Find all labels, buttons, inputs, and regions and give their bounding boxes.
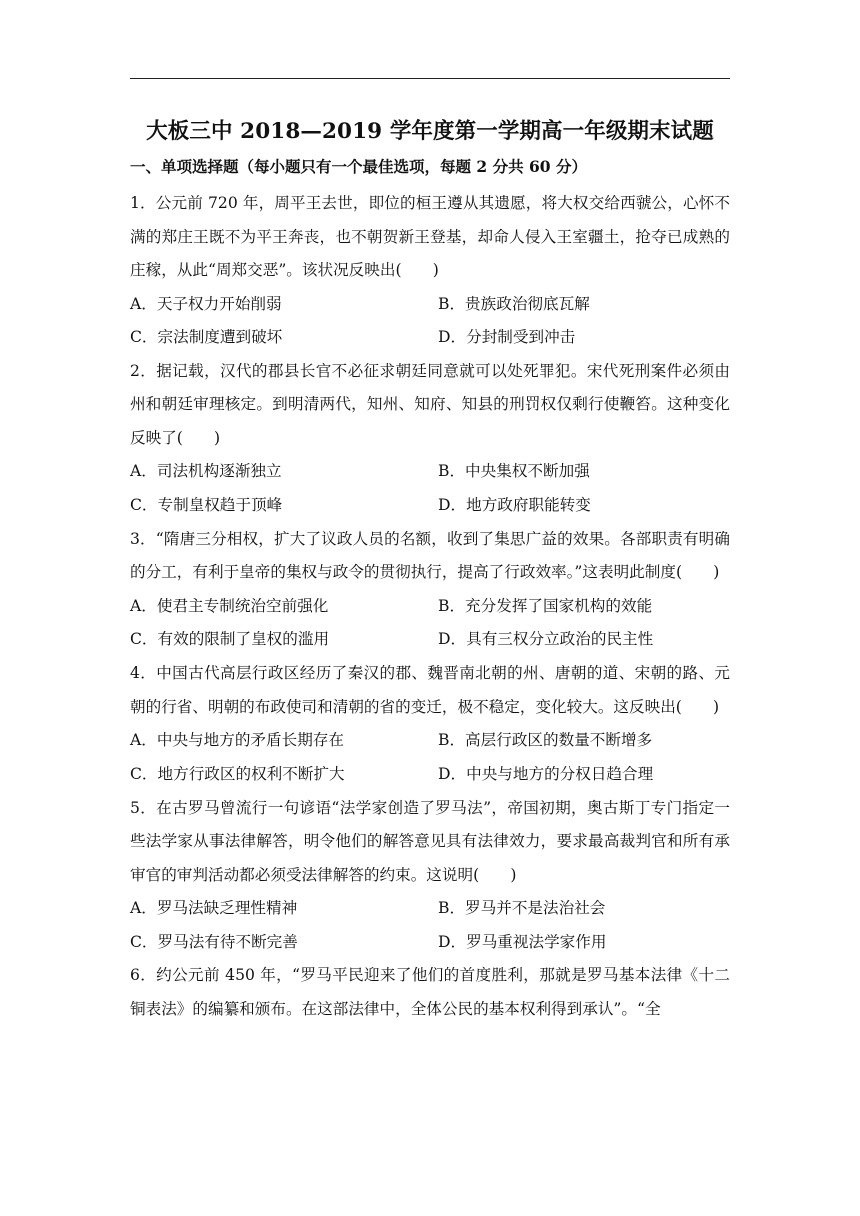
option-d: D．地方政府职能转变 xyxy=(438,496,591,515)
option-a: A．天子权力开始削弱 xyxy=(130,294,282,313)
option-a: A．罗马法缺乏理性精神 xyxy=(130,899,298,917)
option-a: A．司法机构逐渐独立 xyxy=(130,462,282,481)
question-text: 2．据记载，汉代的郡县长官不必征求朝廷同意就可以处死罪犯。宋代死刑案件必须由州和朝廷审理核定。到明清两代，知州、知府、知县的刑罚权仅剩行使鞭笞。这种变化反映了( ) xyxy=(130,361,730,447)
option-a: A．中央与地方的矛盾长期存在 xyxy=(130,731,344,750)
question-4 xyxy=(130,657,730,791)
option-row xyxy=(130,926,730,960)
option-row xyxy=(130,489,730,523)
option-row xyxy=(130,892,730,926)
option-d: D．中央与地方的分权日趋合理 xyxy=(438,764,654,783)
question-text: 4．中国古代高层行政区经历了秦汉的郡、魏晋南北朝的州、唐朝的道、宋朝的路、元朝的行省、明朝的布政使司和清朝的省的变迁，极不稳定，变化较大。这反映出( ) xyxy=(130,664,730,716)
option-d: D．罗马重视法学家作用 xyxy=(438,932,607,951)
option-row xyxy=(130,590,730,624)
question-text: 3．“隋唐三分相权，扩大了议政人员的名额，收到了集思广益的效果。各部职责有明确的分工，有利于皇帝的集权与政令的贯彻执行，提高了行政效率。”这表明此制度( ) xyxy=(130,529,730,582)
section-heading: 一、单项选择题（每小题只有一个最佳选项，每题 2 分共 60 分） xyxy=(130,157,587,176)
question-5 xyxy=(130,792,730,960)
question-6 xyxy=(130,959,730,1026)
question-2 xyxy=(130,355,730,523)
option-b: B．高层行政区的数量不断增多 xyxy=(438,731,653,750)
option-row xyxy=(130,288,730,322)
option-row xyxy=(130,724,730,758)
question-text: 5．在古罗马曾流行一句谚语“法学家创造了罗马法”，帝国初期，奥古斯丁专门指定一些法学家从事法律解答，明令他们的解答意见具有法律效力，要求最高裁判官和所有承审官的审判活动都必须受法律解答的约束。这说明( ) xyxy=(130,798,730,884)
option-b: B．贵族政治彻底瓦解 xyxy=(438,294,590,313)
option-c: C．专制皇权趋于顶峰 xyxy=(130,496,283,515)
option-b: B．充分发挥了国家机构的效能 xyxy=(438,596,653,615)
question-text: 1．公元前 720 年，周平王去世，即位的桓王遵从其遗愿，将大权交给西虢公，心怀不满的郑庄王既不为平王奔丧，也不朝贺新王登基，却命人侵入王室疆土，抢夺已成熟的庄稼，从此“周郑交恶”。该状况反映出( ) xyxy=(130,194,730,279)
option-row xyxy=(130,758,730,792)
option-b: B．中央集权不断加强 xyxy=(438,462,590,481)
option-c: C．罗马法有待不断完善 xyxy=(130,932,298,951)
question-3 xyxy=(130,523,730,657)
page-title: 大板三中 2018—2019 学年度第一学期高一年级期末试题 xyxy=(146,119,714,144)
option-c: C．宗法制度遭到破坏 xyxy=(130,328,283,347)
option-c: C．地方行政区的权利不断扩大 xyxy=(130,764,345,783)
option-row xyxy=(130,455,730,489)
option-d: D．具有三权分立政治的民主性 xyxy=(438,630,654,649)
option-b: B．罗马并不是法治社会 xyxy=(438,899,606,917)
option-a: A．使君主专制统治空前强化 xyxy=(130,596,329,615)
option-row xyxy=(130,623,730,657)
question-text: 6．约公元前 450 年，“罗马平民迎来了他们的首度胜利，那就是罗马基本法律《十二铜表法》的编纂和颁布。在这部法律中，全体公民的基本权利得到承认”。“全 xyxy=(130,966,730,1018)
option-c: C．有效的限制了皇权的滥用 xyxy=(130,630,330,649)
option-row xyxy=(130,321,730,355)
header-rule xyxy=(130,78,730,79)
question-list xyxy=(130,187,730,1026)
option-d: D．分封制受到冲击 xyxy=(438,328,576,347)
question-1 xyxy=(130,187,730,355)
